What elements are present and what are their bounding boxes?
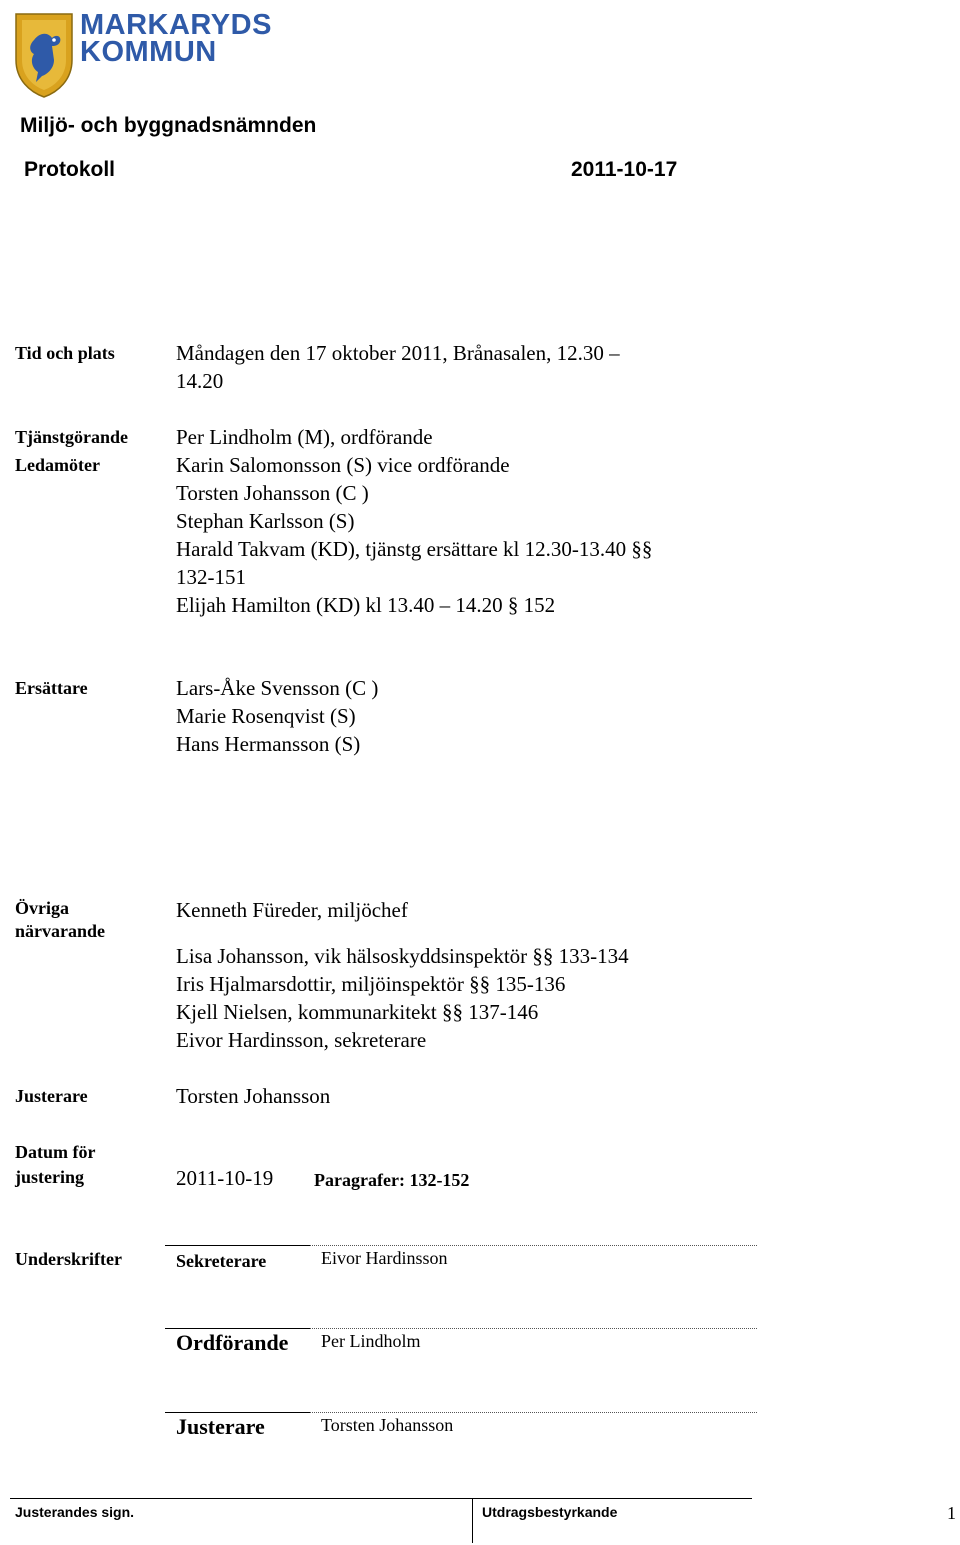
paragraphs-value: Paragrafer: 132-152 xyxy=(314,1170,470,1190)
time-place-line: Måndagen den 17 oktober 2011, Brånasalen, 12.30 – xyxy=(176,341,620,365)
footer-rule xyxy=(10,1498,752,1499)
signature-role-chair: Ordförande xyxy=(176,1330,289,1355)
adjuster-label: Justerare xyxy=(15,1086,88,1106)
signature-line xyxy=(165,1328,310,1329)
adjust-date-label-2: justering xyxy=(15,1167,84,1187)
member-line: Karin Salomonsson (S) vice ordförande xyxy=(176,453,510,477)
document-date: 2011-10-17 xyxy=(571,158,678,181)
adjust-date-value: 2011-10-19 xyxy=(176,1166,274,1190)
signature-role-secretary: Sekreterare xyxy=(176,1251,267,1271)
signature-name-chair: Per Lindholm xyxy=(321,1331,421,1351)
signature-name-adjuster: Torsten Johansson xyxy=(321,1415,454,1435)
adjust-date-label-1: Datum för xyxy=(15,1142,96,1162)
signature-line xyxy=(310,1412,757,1413)
others-line: Lisa Johansson, vik hälsoskyddsinspektör §§ 133-134 xyxy=(176,944,629,968)
footer-divider xyxy=(472,1498,473,1543)
adjuster-value: Torsten Johansson xyxy=(176,1084,331,1108)
members-label-2: Ledamöter xyxy=(15,455,100,475)
substitute-line: Hans Hermansson (S) xyxy=(176,732,361,756)
signature-line xyxy=(165,1412,310,1413)
others-line: Iris Hjalmarsdottir, miljöinspektör §§ 135-136 xyxy=(176,972,566,996)
signature-line xyxy=(310,1245,757,1246)
signature-role-adjuster: Justerare xyxy=(176,1414,265,1439)
signature-line xyxy=(165,1245,310,1246)
time-place-line: 14.20 xyxy=(176,369,224,393)
signatures-label: Underskrifter xyxy=(15,1249,122,1269)
document-type: Protokoll xyxy=(24,158,116,181)
others-label-1: Övriga xyxy=(15,898,69,918)
members-label-1: Tjänstgörande xyxy=(15,427,129,447)
others-label-2: närvarande xyxy=(15,921,105,941)
footer-certification-label: Utdragsbestyrkande xyxy=(482,1504,618,1520)
footer-adjuster-signature-label: Justerandes sign. xyxy=(15,1504,135,1520)
member-line: Per Lindholm (M), ordförande xyxy=(176,425,433,449)
substitutes-label: Ersättare xyxy=(15,678,88,698)
municipality-logo xyxy=(14,10,304,98)
others-first-line: Kenneth Füreder, miljöchef xyxy=(176,898,408,922)
others-line: Kjell Nielsen, kommunarkitekt §§ 137-146 xyxy=(176,1000,539,1024)
logo-text-line-2: KOMMUN xyxy=(80,36,217,68)
coat-of-arms-icon xyxy=(14,10,74,98)
member-line: Torsten Johansson (C ) xyxy=(176,481,369,505)
member-line: 132-151 xyxy=(176,565,246,589)
substitute-line: Lars-Åke Svensson (C ) xyxy=(176,676,379,700)
others-line: Eivor Hardinsson, sekreterare xyxy=(176,1028,427,1052)
member-line: Harald Takvam (KD), tjänstg ersättare kl 12.30-13.40 §§ xyxy=(176,537,653,561)
signature-name-secretary: Eivor Hardinsson xyxy=(321,1248,448,1268)
logo-text-line-1: MARKARYDS xyxy=(80,9,272,41)
committee-name: Miljö- och byggnadsnämnden xyxy=(20,114,317,137)
signature-line xyxy=(310,1328,757,1329)
member-line: Elijah Hamilton (KD) kl 13.40 – 14.20 § 152 xyxy=(176,593,556,617)
time-place-label: Tid och plats xyxy=(15,343,115,363)
member-line: Stephan Karlsson (S) xyxy=(176,509,355,533)
substitute-line: Marie Rosenqvist (S) xyxy=(176,704,356,728)
page-number: 1 xyxy=(947,1503,956,1523)
